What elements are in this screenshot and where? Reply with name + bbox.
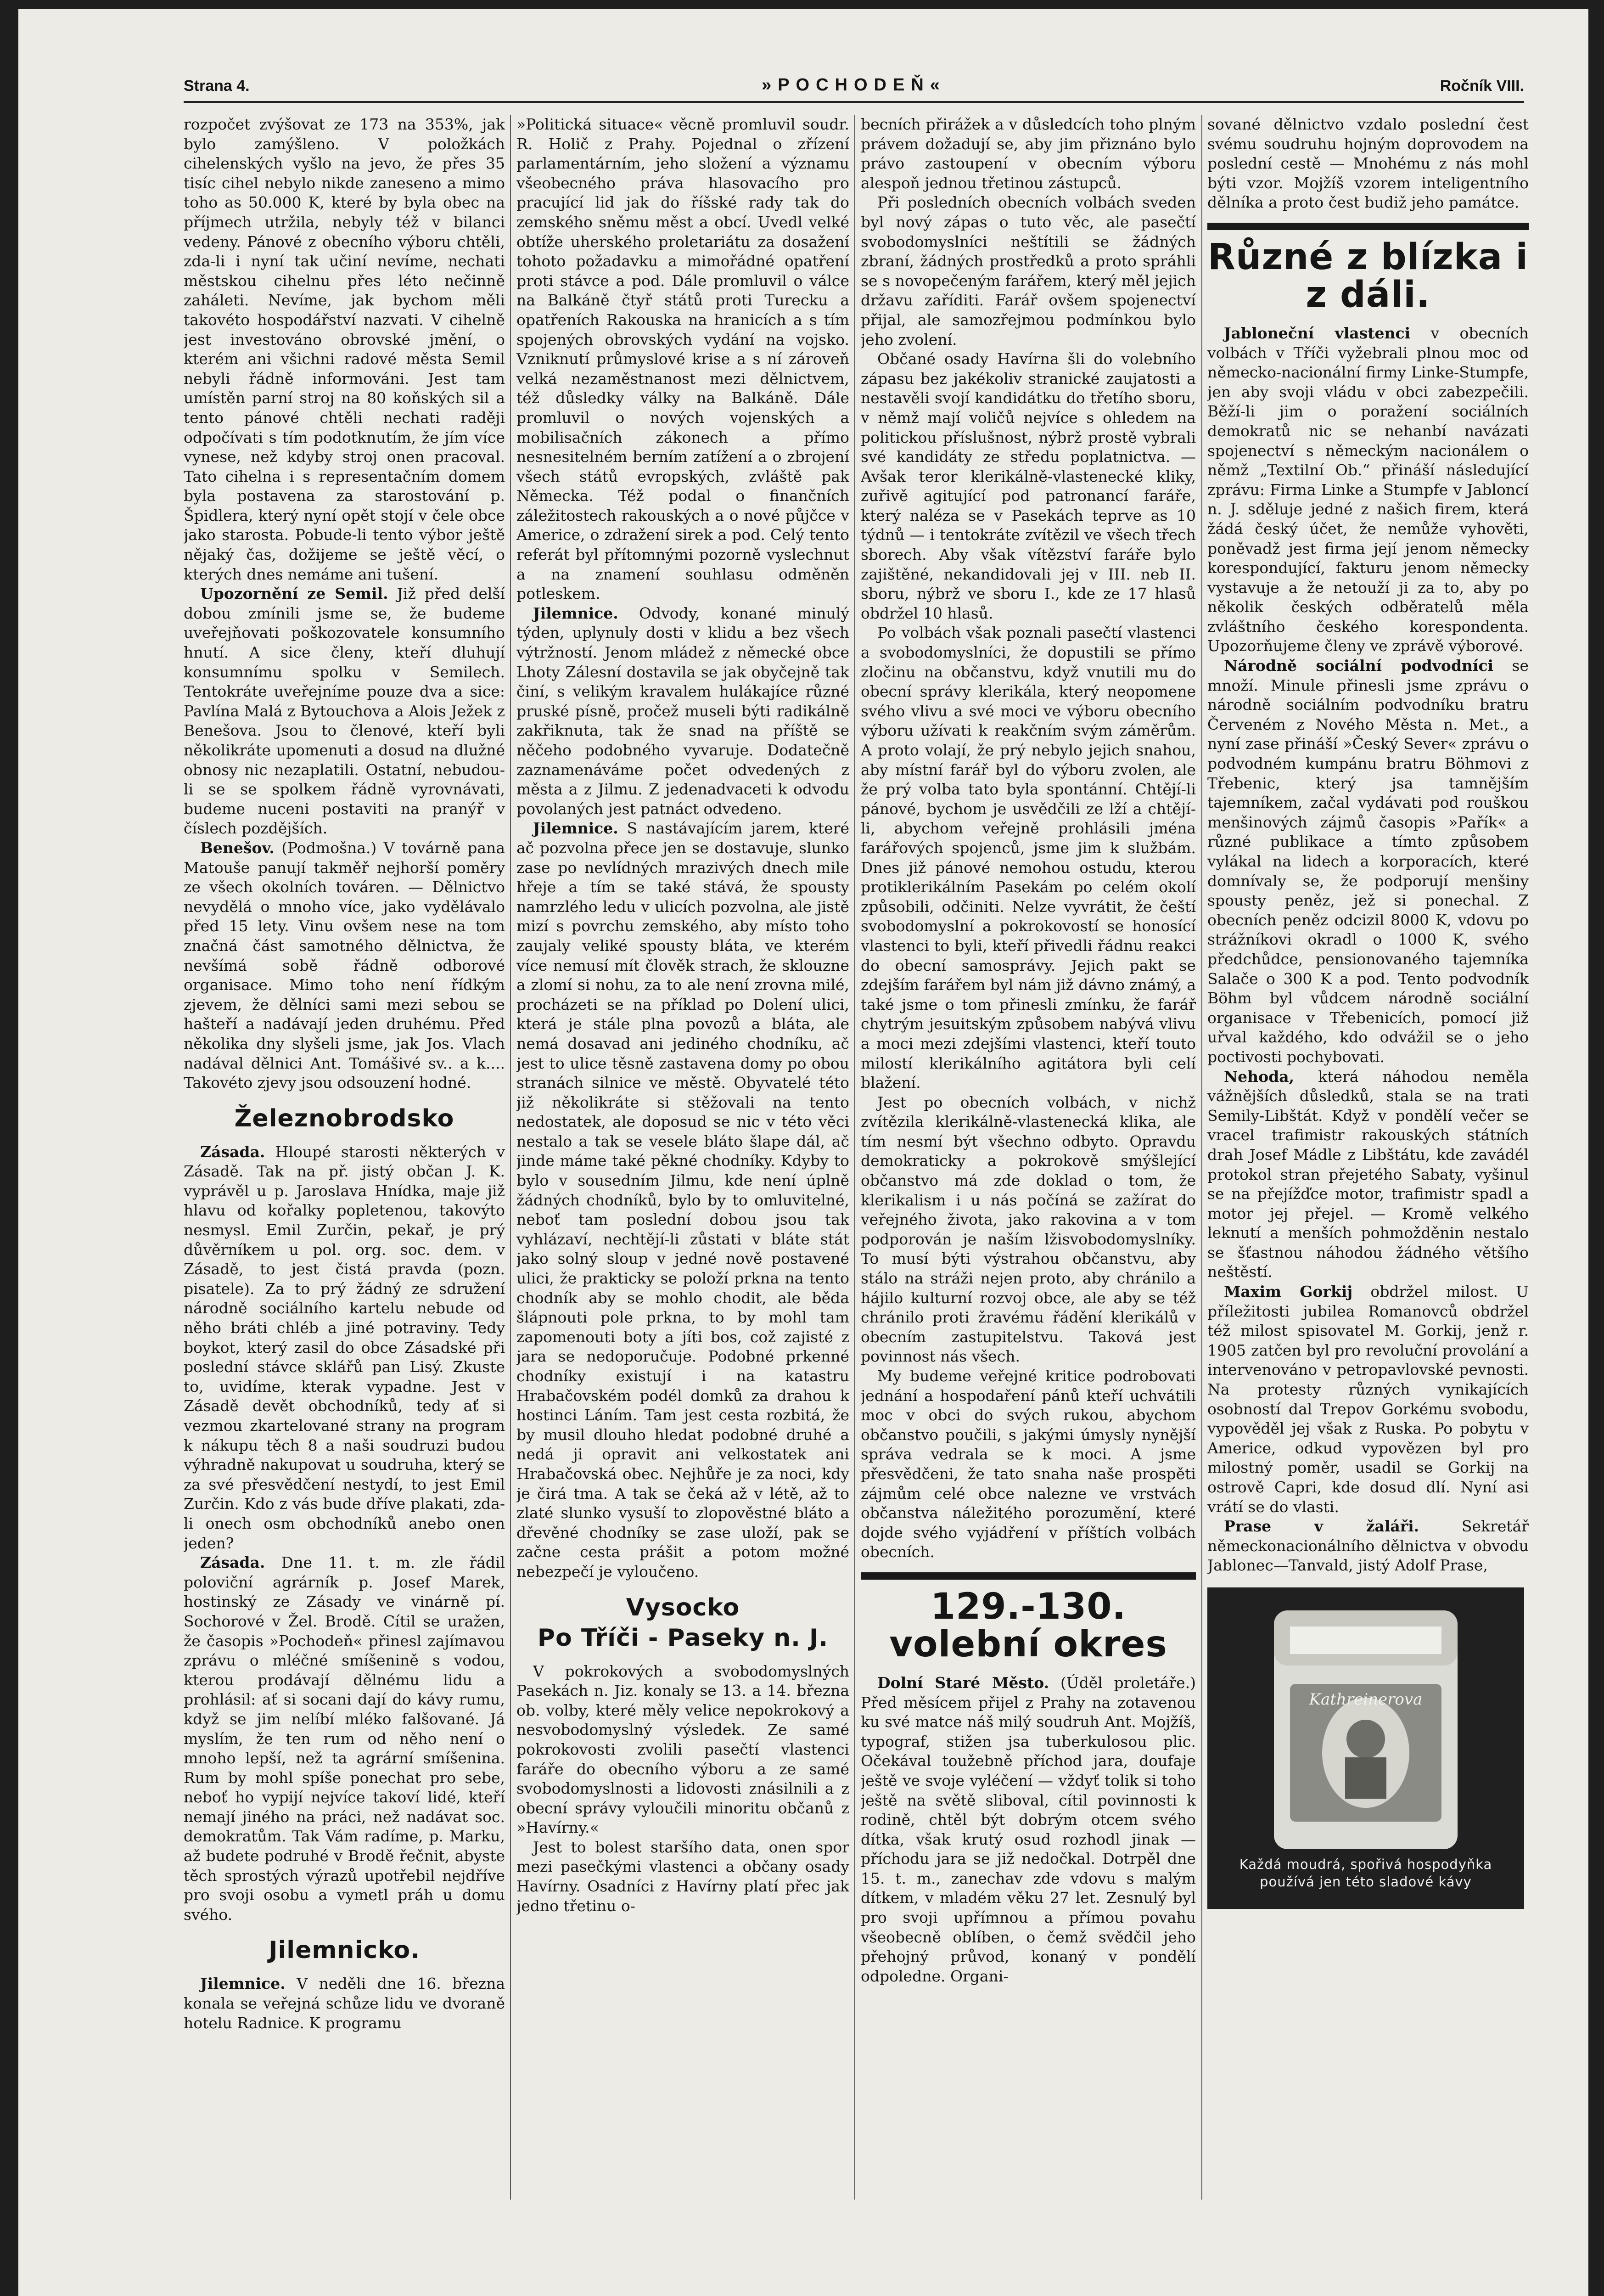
article-paragraph <box>184 838 505 1093</box>
brand-label: Kathreinerova <box>1309 1690 1423 1709</box>
place-label: Jabloneční vlastenci <box>1224 324 1411 342</box>
coffee-package-illustration <box>1246 1601 1485 1858</box>
column-3 <box>861 115 1196 2209</box>
article-paragraph <box>1207 324 1529 656</box>
coffee-advertisement <box>1207 1587 1524 1909</box>
article-paragraph <box>184 1553 505 1925</box>
place-label: Prase v žaláři. <box>1224 1517 1419 1536</box>
place-label: Národně sociální podvodníci <box>1224 657 1494 675</box>
article-paragraph: becních přirážek a v důsledcích toho plným právem dožadují se, aby jim přiznáno bylo právo zastoupení v obecním výboru alespoň jednou třetinou zástupců. <box>861 115 1196 192</box>
article-paragraph <box>516 604 849 819</box>
place-label: Maxim Gorkij <box>1224 1283 1353 1301</box>
article-paragraph: Občané osady Havírna šli do volebního zápasu bez jakékoliv stranické zaujatosti a nestavěli svojí kandidátku do třetího sboru, v němž mají voličů nejvíce s ohledem na politickou příslušnost, nýbrž prostě vybrali své kandidáty ze středu poplatnictva. — Avšak teror klerikálně-vlastenecké kliky, zuřivě agitující pod patronancí faráře, který naléza se v Pasekách teprve as 10 týdnů — i tentokráte zvítězil ve všech třech sborech. Aby však vítězství faráře bylo zajištěné, nekandidovali jej v III. neb II. sboru, nýbrž ve sboru I., kde ze 17 hlasů obdržel 10 hlasů. <box>861 350 1196 622</box>
place-label: Jilemnice. <box>533 604 618 622</box>
column-2 <box>516 115 849 2209</box>
article-paragraph: Jest po obecních volbách, v nichž zvítězila klerikálně-vlastenecká klika, ale tím nesmí být všechno odbyto. Opravdu demokraticky a pokrokově smýšlející občanstvo má zde doklad o tom, že klerikalism i u nás počíná se zažírat do veřejného života, jako rakovina a v tom podporován je naším lžisvobodomyslníky. To musí býti výstrahou občanstvu, aby stálo na stráži nejen proto, aby chránilo a hájilo kulturní rozvoj obce, ale aby se též chránilo proti žravému řádění klerikálů v obecním zastupitelstvu. Taková jest povinnost nás všech. <box>861 1093 1196 1366</box>
paragraph-text: Hloupé starosti některých v Zásadě. Tak na př. jistý občan J. K. vyprávěl u p. Jaroslava Hnídka, maje již hlavu od kořalky popletenou, takovýto nesmysl. Emil Zurčin, pekař, je prý důvěrníkem u pol. org. soc. dem. v Zásadě, to jest čistá pravda (pozn. pisatele). Za to prý žádný ze sdružení národně sociálního kartelu nebude od něho bráti chléb a jiné potraviny. Tedy boykot, který zasil do obce Zásadské při poslední stávce sklářů pan Lisý. Zkuste to, uvidíme, kterak vypadne. Jest v Zásadě devět obchodníků, tedy ať si vezmou zkartelované strany na program k nákupu těch 8 a naši soudruzi budou výhradně nakupovat u soudruha, který se za své přesvědčení nestydí, to jest Emil Zurčin. Kdo z vás bude dříve plakati, zda-li onech osm obchodníků anebo onen jeden? <box>184 1142 505 1552</box>
article-paragraph <box>184 1142 505 1553</box>
article-paragraph <box>1207 1517 1529 1576</box>
page-header <box>184 69 1524 103</box>
column-divider <box>854 115 855 2200</box>
section-heading: 129.-130. volební okres <box>889 1586 1167 1665</box>
place-label: Upozornění ze Semil. <box>200 585 388 603</box>
article-paragraph <box>1207 1282 1529 1517</box>
article-paragraph <box>1207 1067 1529 1283</box>
paragraph-text: Dne 11. t. m. zle řádil poloviční agrárník p. Josef Marek, hostinský ze Zásady ve vinárně pí. Sochorové v Žel. Brodě. Cítil se uražen, že časopis »Pochodeň« přinesl zajímavou zprávu o mléčné smíšenině s vodou, kterou prodávají dělnému lidu a prohlásil: ať si socani dají do kávy rumu, když se jim nelíbí mléko falšované. Já myslím, že ten rum od něho není o mnoho lepší, než ta agrární smíšenina. Rum by mohl spíše ponechat pro sebe, neboť ho vypijí nejvíce takoví lidé, kteří nemají jiného na práci, než nadávat soc. demokratům. Tak Vám radíme, p. Marku, až budete podruhé v Brodě řečnit, abyste těch sprostých výrazů upotřebil nejdříve pro svoji osobu a vymetl práh u domu svého. <box>184 1553 505 1924</box>
section-heading: Železnobrodsko <box>234 1104 454 1132</box>
article-paragraph: Jest to bolest staršího data, onen spor mezi pasečkými vlastenci a občany osady Havírny. Osadníci z Havírny platí přec jak jedno třetinu o- <box>516 1838 849 1915</box>
paragraph-text: V neděli dne 16. března konala se veřejná schůze lidu ve dvoraně hotelu Radnice. K programu <box>184 1975 505 2032</box>
place-label: Benešov. <box>200 838 275 857</box>
page-number: Strana 4. <box>184 77 250 95</box>
section-heading: Jilemnicko. <box>269 1936 420 1964</box>
paragraph-text: která náhodou neměla vážnějších důsledků, stala se na trati Semily-Libštát. Když v pondělí večer se vracel trafimistr rakouských státních drah Josef Mádle z Libštátu, kde zavádél protokol stran přejetého Sabaty, vyšinul se na přejížďce motor, trafimistr spadl a motor jej přejel. — Kromě velkého leknutí a menších pohmožděnin nestalo se šťastnou náhodou žádného většího neštěstí. <box>1207 1067 1529 1281</box>
article-paragraph: Při posledních obecních volbách sveden byl nový zápas o tuto věc, ale pasečtí svobodomyslníci neštítili se žádných zbraní, žádných prostředků a proto spráhli se s novopečeným farářem, který měl jejich državu zaříditi. Farář ovšem spojenectví přijal, ale samozřejmou podmínkou bylo jeho zvolení. <box>861 193 1196 349</box>
place-label: Nehoda, <box>1224 1067 1295 1086</box>
section-heading: Vysocko <box>626 1593 740 1621</box>
article-paragraph <box>1207 656 1529 1067</box>
column-divider <box>510 115 511 2200</box>
paragraph-text: S nastávajícím jarem, které ač pozvolna přece jen se dostavuje, slunko zase po nevlídných mrazivých dnech mile hřeje a tím se také stává, že spousty namrzlého ledu v ulicích pozvolna, ale jistě mizí s povrchu zemského, aby místo toho zaujaly veliké spousty bláta, ve kterém více nemusí mít člověk strach, že sklouzne a zlomí si nohu, za to ale není zrovna milé, procházeti se na příklad po Dolení ulici, která je stále plna povozů a bláta, ale nemá dosavad ani jediného chodníku, ač jest to ulice těsně zastavena domy po obou stranách silnice ve městě. Obyvatelé této již několikráte si stěžovali na tento nedostatek, ale doposud se nic v této věci nestalo a tak se vesele bláto šlape dál, ač jinde máme také pěkné chodníky. Kdyby to bylo v sousedním Jilmu, kde není úplně žádných chodníků, bylo by to omluvitelné, neboť tam poslední dobou jsou tak vyhlázaví, nechtějí-li zůstati v bláte stát jako solný sloup v jedné nově postavené ulici, že prakticky se položí prkna na tento chodník aby se mohlo chodit, ale běda šlápnouti pole prkna, to by mohl tam zapomenouti boty a jíti bos, což zajisté z jara se nedoporučuje. Podobné prkenné chodníky existují i na katastru Hrabačovském podél domků za drahou k hostinci Láním. Tam jest cesta rozbitá, že by musil dlouho hledat podobné druhé a nedá ji opravit ani velkostatek ani Hrabačovská obec. Nejhůře je za noci, kdy je čirá tma. A tak se čeká až v létě, až to zlaté slunko vysuší to zlopověstné bláto a dřevěné chodníky se zase uloží, pak se začne cesta prášit a potom možné nebezpečí je vyloučeno. <box>516 819 849 1581</box>
paragraph-text: se množí. Minule přinesli jsme zprávu o národně sociálním podvodníku bratru Červeném z Nového Města n. Met., a nyní zase přináší »Český Sever« zprávu o podvodném kumpánu bratru Böhmovi z Třebenic, který jsa tamnějším tajemníkem, začal vydávati pod rouškou menšinových zájmů časopis »Pařík« a různé publikace a tímto způsobem vylákal na lidech a korporacích, které domnívaly se, že podporují menšiny spousty peněz, jež si ponechal. Z obecních peněz odcizil 8000 K, vdovu po strážníkovi okradl o 1000 K, svého předchůdce, pensionovaného tajemníka Salače o 300 K a pod. Tento podvodník Böhm byl vůdcem národně sociální organisace v Třebenicích, pomocí již uřval každého, kdo odvážil se o jeho poctivosti pochybovati. <box>1207 657 1529 1066</box>
article-paragraph <box>184 584 505 838</box>
heading-bar <box>1207 223 1529 230</box>
paragraph-text: v obecních volbách v Tříči vyžebrali plnou moc od německo-nacionální firmy Linke-Stumpfe, jen aby svoji vládu v obci zabezpečili. Běží-li jim o poražení sociálních demokratů nic se nehanbí navázati spojenectví s německým nacionálem o němž „Textilní Ob.“ přináší následující zprávu: Firma Linke a Stumpfe v Jabloncí n. J. sděluje jedné z našich firem, která žádá český účet, že nemůže vyhověti, poněvadž jest firma její jenom německy korespondující, fakturu jenom německy vystavuje a že netouží ji za to, aby po několik českých odběratelů měla zvláštního českého korespondenta. Upozorňujeme členy ve zprávě výborové. <box>1207 324 1529 655</box>
article-paragraph <box>516 819 849 1581</box>
article-paragraph: sované dělnictvo vzdalo poslední čest svému soudruhu hojným doprovodem na poslední cestě — Mnohému z nás mohl býti vzor. Mojžíš vzorem inteligentního dělníka a proto čest budiž jeho památce. <box>1207 115 1529 212</box>
newspaper-page <box>18 9 1588 2296</box>
place-label: Dolní Staré Město. <box>877 1673 1049 1692</box>
heading-bar <box>861 1572 1196 1580</box>
place-label: Jilemnice. <box>533 819 618 838</box>
column-1 <box>184 115 505 2209</box>
article-paragraph: rozpočet zvýšovat ze 173 na 353%, jak bylo zamýšleno. V položkách cihelenských vyšlo na jevo, že přes 35 tisíc cihel nebylo nikde zaneseno a mimo toho as 50.000 K, které by byla obec na příjmech utržila, nebyly též v bilanci vedeny. Pánové z obecního výboru chtěli, zda-li i nyní tak učiní nevíme, nechati městskou cihelnu přes léto nečinně zaháleti. Nevíme, jak bychom měli takovéto hospodářství nazvati. V cihelně jest investováno obrovské jmění, o kterém ani všichni radové města Semil nebyli řádně informováni. Jest tam umístěn parní stroj na 80 koňských sil a tento pánové chtěli nechati raději odpočívati s tím podotknutím, že jím více vynese, než kdyby stroj onen pracoval. Tato cihelna i s representačním domem byla postavena za starostování p. Špidlera, který nyní opět stojí v čele obce jako starosta. Pobude-li tento výbor ještě nějaký čas, dožijeme se ještě věcí, o kterých dnes nemáme ani tušení. <box>184 115 505 583</box>
paragraph-text: Sekretář německonacionálního dělnictva v obvodu Jablonec—Tanvald, jistý Adolf Prase, <box>1207 1517 1529 1575</box>
volume-number: Ročník VIII. <box>1440 77 1524 95</box>
article-paragraph: Po volbách však poznali pasečtí vlastenci a svobodomyslníci, že dopustili se přímo zločinu na občanstvu, když vnutili mu do obecní správy klerikála, který neopomene svého vlivu a své moci ve výboru obecního výboru užívati k reakčním svým záměrům. A proto volají, že prý nebylo jejich snahou, aby místní farář byl do výboru zvolen, ale že prý volba tato byla spontánní. Chtějí-li pánové, bychom je usvědčili ze lží a chtějí-li, abychom veřejně prohlásili jména farářových spojenců, jsme jim k službám. Dnes již pánové nemohou ostudu, kterou protiklerikálním Pasekám po celém okolí způsobili, odčiniti. Nelze vyvrátit, že čeští svobodomyslní a pokrokovostí se honosící vlastenci to byli, kteří přivedli řádnu reakci do obecní samosprávy. Jejich pakt se zdejším farářem byl nám již dávno známý, a také jsme o tom přinesli zmínku, že farář chytrým jesuitským způsobem nabývá vlivu a moci mezi zdejšími vlastenci, kteří touto milostí klerikálního agitátora byli celí blažení. <box>861 624 1196 1092</box>
newspaper-title: »POCHODEŇ« <box>762 75 946 95</box>
article-paragraph: My budeme veřejné kritice podrobovati jednání a hospodaření pánů kteří uchvátili moc v obci do svých rukou, abychom občanstvo poučili, s jakými úmysly nynější správa vedrala se k moci. A jsme přesvědčeni, že tato snaha naše prospěti zájmům celé obce nalezne ve vrstvách občanstva náležitého porozumění, které dojde svého vyjádření v příštích volbách obecních. <box>861 1367 1196 1561</box>
paragraph-text: Již před delší dobou zmínili jsme se, že budeme uveřejňovati poškozovatele konsumního hnutí. A sice členy, kteří dluhují konsumnímu spolku v Semilech. Tentokráte uveřejníme pouze dva a sice: Pavlína Malá z Bytouchova a Alois Ježek z Benešova. Jsou to členové, kteří byli několikráte upomenuti a dosud na dlužné obnosy nic nezaplatili. Ostatní, nebudou-li se se spolkem řádně vyrovnávati, budeme nuceni postaviti na pranýř v číslech pozdějších. <box>184 585 505 838</box>
section-subheading: Po Tříči - Paseky n. J. <box>537 1624 829 1652</box>
paragraph-text: (Podmošna.) V továrně pana Matouše panují takměř nejhorší poměry ze všech okolních továren. — Dělnictvo nevydělá o mnoho více, jako vydělávalo před 15 lety. Vinu ovšem nese na tom značná část samotného dělnictva, že nevšímá sobě řádně odborové organisace. Mimo toho není řídkým zjevem, že dělníci sami mezi sebou se hašteří a nadávají jeden druhému. Před několika dny slyšeli jsme, jak Jos. Vlach nadával dělnici Ant. Tomášivé sv.. a k.... Takovéto zjevy jsou odsouzení hodné. <box>184 838 505 1092</box>
place-label: Zásada. <box>200 1142 265 1161</box>
column-4 <box>1207 115 1529 2209</box>
article-paragraph <box>184 1974 505 2033</box>
paragraph-text: Odvody, konané minulý týden, uplynuly dosti v klidu a bez všech výtržností. Jenom mládež z německé obce Lhoty Zálesní dostavila se jak obyčejně tak činí, s velikým kravalem hulákajíce různé pruské písně, pročež museli býti radikálně zakřiknuta, tak že snad na příště se něčeho podobného vyvaruje. Dodatečně zaznamenáváme počet odvedených z města a z Jilmu. Z jedenadvaceti k odvodu povolaných jest patnáct odvedeno. <box>516 604 849 818</box>
advertisement-caption <box>1207 1856 1524 1891</box>
place-label: Jilemnice. <box>200 1975 286 1993</box>
advertisement-caption-line: používá jen této sladové kávy <box>1260 1874 1472 1890</box>
advertisement-caption-line: Každá moudrá, spořivá hospodyňka <box>1239 1856 1492 1872</box>
paragraph-text: obdržel milost. U příležitosti jubilea Romanovců obdržel též milost spisovatel M. Gorkij, jenž r. 1905 zatčen byl pro revoluční provolání a intervenováno v petropavlovské pevnosti. Na protesty různých vynikajících osobností dal Trepov Gorkému svobodu, vypověděl jej však z Ruska. Po pobytu v Americe, odkud vypovězen byl pro milostný poměr, usadil se Gorkij na ostrově Capri, kde dosud dlí. Nyní asi vrátí se do vlasti. <box>1207 1283 1529 1516</box>
article-paragraph <box>861 1673 1196 1986</box>
column-divider <box>1201 115 1202 2200</box>
paragraph-text: (Úděl proletáře.) Před měsícem přijel z Prahy na zotavenou ku své matce náš milý soudruh Ant. Mojžíš, typograf, stižen jsa tuberkulosou plic. Očekával toužebně příchod jara, doufaje ještě ve svoje vyléčení — vždyť tolik si toho ještě na světě sliboval, cítil povinnosti k rodině, chtěl být dobrým otcem svého dítka, však krutý osud rozhodl jinak — příchodu jara se již nedočkal. Dotrpěl dne 15. t. m., zanechav zde vdovu s malým dítkem, v mladém věku 27 let. Zesnulý byl pro svoji upřímnou a přímou povahu všeobecně oblíben, o čemž svědčil jeho přehojný průvod, konaný v pondělí odpoledne. Organi- <box>861 1673 1196 1985</box>
place-label: Zásada. <box>200 1553 265 1572</box>
section-heading: Různé z blízka i z dáli. <box>1207 236 1529 315</box>
article-paragraph: »Politická situace« věcně promluvil soudr. R. Holič z Prahy. Pojednal o zřízení parlamentárním, jeho složení a významu všeobecného práva hlasovacího pro pracující lid jak do říšské rady tak do zemského sněmu měst a obcí. Uvedl velké obtíže uherského proletariátu za dosažení tohoto požadavku a mimořádné opatření proti stávce a pod. Dále promluvil o válce na Balkáně čtyř států proti Turecku a opatřeních Rakouska na hranicích a s tím spojených obrovských vydání na vojsko. Vzniknutí průmyslové krise a s ní zároveň velká nezaměstnanost mezi dělnictvem, též důsledky války na Balkáně. Dále promluvil o nových vojenských a mobilisačních zákonech a přímo nesnesitelném berním zatížení a o zbrojení všech států evropských, zvláště pak Německa. Též podal o finančních záležitostech rakouských a o nové půjčce v Americe, o zdražení sirek a pod. Celý tento referát byl přítomnými pozorně vyslechnut a na znamení souhlasu odměněn potleskem. <box>516 115 849 603</box>
article-paragraph: V pokrokových a svobodomyslných Pasekách n. Jiz. konaly se 13. a 14. března ob. volby, které měly velice nepokrokový a nesvobodomyslný výsledek. Ze samé pokrokovosti zvolili pasečtí vlastenci faráře do obecního výboru a ze samé svobodomyslnosti a lidovosti znásilnili a z obecní správy vyloučili minoritu občanů z »Havírny.« <box>516 1662 849 1837</box>
